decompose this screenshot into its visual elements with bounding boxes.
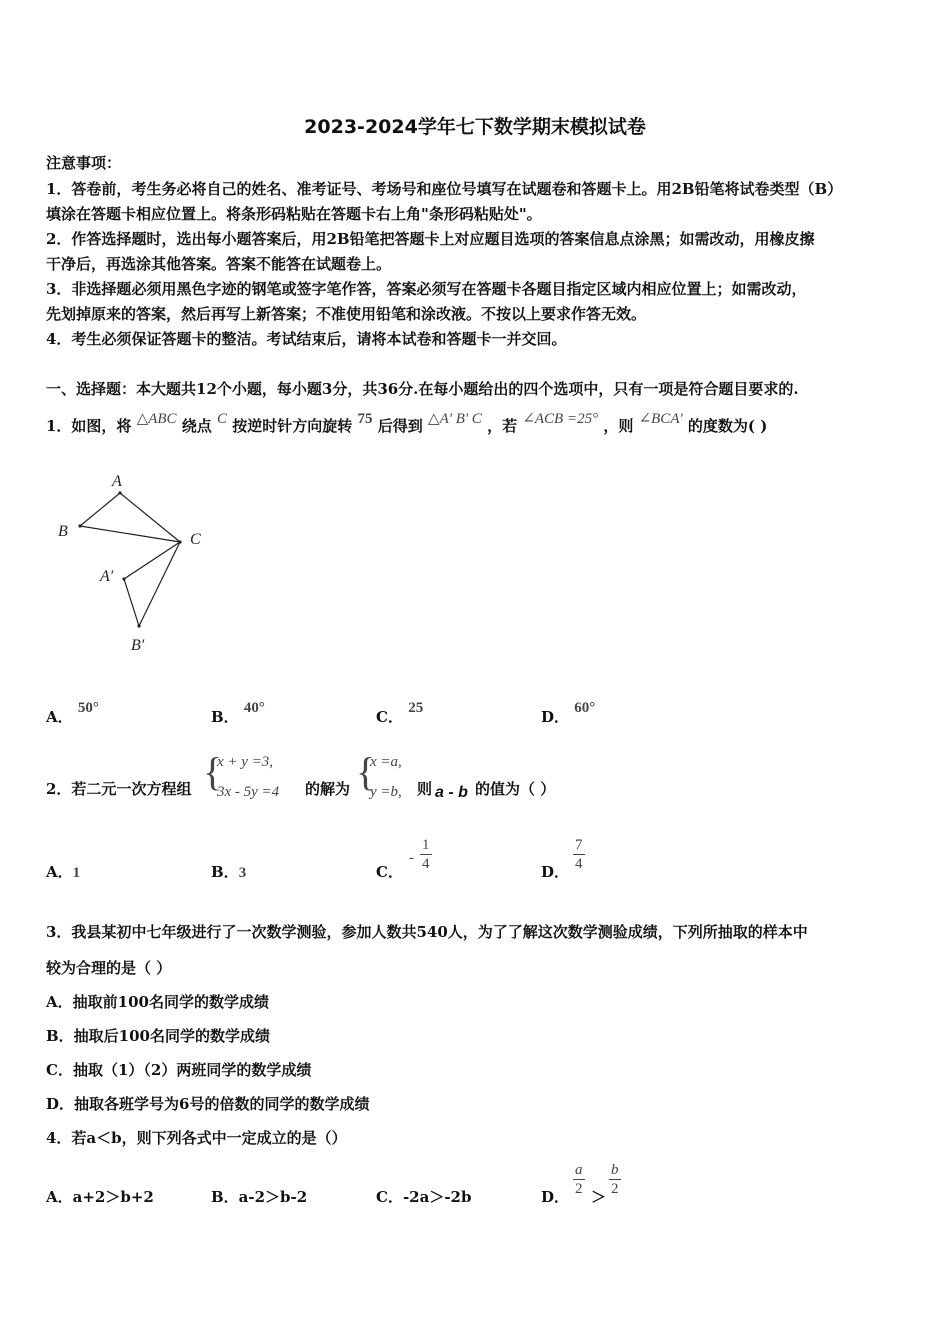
q1-math: ∠BCA' (638, 411, 683, 427)
q3-option-d[interactable]: D．抽取各班学号为6号的倍数的同学的数学成绩 (46, 1095, 370, 1113)
q1-text: ，则 (603, 417, 634, 435)
label-a: A (112, 473, 122, 490)
point-a-prime (122, 577, 125, 580)
q3-option-c[interactable]: C．抽取（1）（2）两班同学的数学成绩 (46, 1061, 312, 1079)
option-letter: C． (376, 708, 403, 726)
q1-option-a[interactable] (46, 700, 99, 727)
option-value: 3 (238, 865, 247, 881)
q2-option-c-fraction (420, 836, 432, 873)
point-a (118, 491, 121, 494)
q2-solution-2: y =b, (370, 784, 402, 800)
q1-text: 按逆时针方向旋转 (232, 417, 353, 435)
option-letter: B． (211, 708, 239, 726)
notice-line: 干净后，再选涂其他答案。答案不能答在试题卷上。 (46, 255, 392, 273)
segment-ac (120, 493, 180, 542)
q1-math: △A' B' C (428, 411, 482, 427)
option-letter: A． (46, 863, 73, 881)
q2-option-c-sign: - (409, 850, 414, 866)
q2-option-a[interactable] (46, 861, 80, 882)
q1-text: 后得到 (377, 417, 423, 435)
label-b-prime: B′ (131, 637, 145, 654)
fraction-denominator: 4 (422, 856, 430, 872)
q2-equation-1: x + y =3, (217, 754, 274, 770)
notice-line: 填涂在答题卡相应位置上。将条形码粘贴在答题卡右上角"条形码粘贴处"。 (46, 205, 542, 223)
q1-math: 75 (357, 411, 373, 427)
q3-option-b[interactable]: B．抽取后100名同学的数学成绩 (46, 1027, 270, 1045)
q4-stem: 4．若a＜b，则下列各式中一定成立的是（） (46, 1129, 347, 1147)
q2-option-b[interactable] (211, 861, 246, 882)
section-heading: 一、选择题：本大题共12个小题，每小题3分，共36分.在每小题给出的四个选项中，只有一项是符合题目要求的. (46, 380, 799, 398)
notice-line: 4．考生必须保证答题卡的整洁。考试结束后，请将本试卷和答题卡一并交回。 (46, 330, 567, 348)
q1-text: 的度数为( ) (687, 417, 768, 435)
q4-option-a[interactable]: A．a+2＞b+2 (46, 1188, 154, 1206)
option-value: 1 (72, 865, 81, 881)
fraction-numerator: 7 (575, 837, 583, 853)
q2-expression: a - b (435, 784, 468, 801)
q1-math: △ABC (136, 411, 177, 427)
option-value: 50° (77, 700, 99, 716)
q3-option-a[interactable]: A．抽取前100名同学的数学成绩 (46, 993, 269, 1011)
q1-option-d[interactable] (541, 700, 596, 727)
segment-a2b2 (124, 579, 139, 626)
segment-ab (80, 493, 120, 526)
option-letter: D． (541, 708, 570, 726)
q4-option-b[interactable]: B．a-2＞b-2 (211, 1188, 308, 1206)
q1-text: 1．如图，将 (46, 417, 132, 435)
notice-line: 1．答卷前，考生务必将自己的姓名、准考证号、考场号和座位号填写在试题卷和答题卡上。用2B铅笔将试卷类型（B） (46, 180, 843, 198)
q1-text: 绕点 (181, 417, 212, 435)
option-value: 25 (408, 700, 424, 716)
q2-option-d-letter[interactable]: D． (541, 863, 570, 881)
q4-option-d-fraction-1 (573, 1161, 585, 1198)
notice-heading: 注意事项： (46, 154, 122, 172)
option-value: 60° (574, 700, 596, 716)
q1-figure (50, 465, 220, 665)
q3-stem: 3．我县某初中七年级进行了一次数学测验，参加人数共540人，为了了解这次数学测验成绩，下列所抽取的样本中 (46, 923, 808, 941)
notice-line: 2．作答选择题时，选出每小题答案后，用2B铅笔把答题卡上对应题目选项的答案信息点涂黑；如需改动，用橡皮擦 (46, 230, 815, 248)
point-c (178, 540, 181, 543)
q4-option-d-letter[interactable]: D． (541, 1188, 570, 1206)
point-b-prime (137, 624, 140, 627)
q2-text: 则 (417, 780, 433, 798)
q2-equation-2: 3x - 5y =4 (217, 784, 280, 800)
fraction-numerator: 1 (422, 837, 430, 853)
label-a-prime: A′ (100, 568, 114, 585)
q4-option-d-operator: ＞ (591, 1188, 607, 1206)
q2-text: 2．若二元一次方程组 (46, 780, 192, 798)
brace-icon: { (203, 749, 223, 794)
segment-b2c (139, 542, 180, 626)
q1-text: ，若 (487, 417, 518, 435)
option-letter: A． (46, 708, 73, 726)
segment-bc (80, 526, 180, 542)
question-1-text (46, 411, 768, 436)
q2-option-c-letter[interactable]: C． (376, 863, 403, 881)
page-title: 2023-2024学年七下数学期末模拟试卷 (304, 116, 646, 138)
brace-icon: { (356, 749, 376, 794)
q1-math: C (217, 411, 228, 427)
option-value: 40° (243, 700, 265, 716)
fraction-denominator: 2 (575, 1181, 583, 1197)
label-c: C (190, 531, 201, 548)
fraction-numerator: b (611, 1162, 619, 1178)
q2-text: 的值为（ ） (475, 780, 556, 798)
q4-option-d-fraction-2 (609, 1161, 621, 1198)
fraction-denominator: 2 (611, 1181, 619, 1197)
option-letter: B． (211, 863, 239, 881)
q2-solution-1: x =a, (370, 754, 402, 770)
q4-option-c[interactable]: C．-2a＞-2b (376, 1188, 472, 1206)
q2-option-d-fraction (573, 836, 585, 873)
notice-line: 3．非选择题必须用黑色字迹的钢笔或签字笔作答，答案必须写在答题卡各题目指定区域内相应位置上；如需改动， (46, 280, 807, 298)
q2-text: 的解为 (305, 780, 351, 798)
notice-line: 先划掉原来的答案，然后再写上新答案；不准使用铅笔和涂改液。不按以上要求作答无效。 (46, 305, 647, 323)
q1-option-c[interactable] (376, 700, 424, 727)
fraction-numerator: a (575, 1162, 583, 1178)
q1-option-b[interactable] (211, 700, 265, 727)
label-b: B (58, 523, 68, 540)
fraction-denominator: 4 (575, 856, 583, 872)
point-b (78, 524, 81, 527)
q1-math: ∠ACB =25° (522, 411, 599, 427)
q3-stem: 较为合理的是（ ） (46, 959, 172, 977)
